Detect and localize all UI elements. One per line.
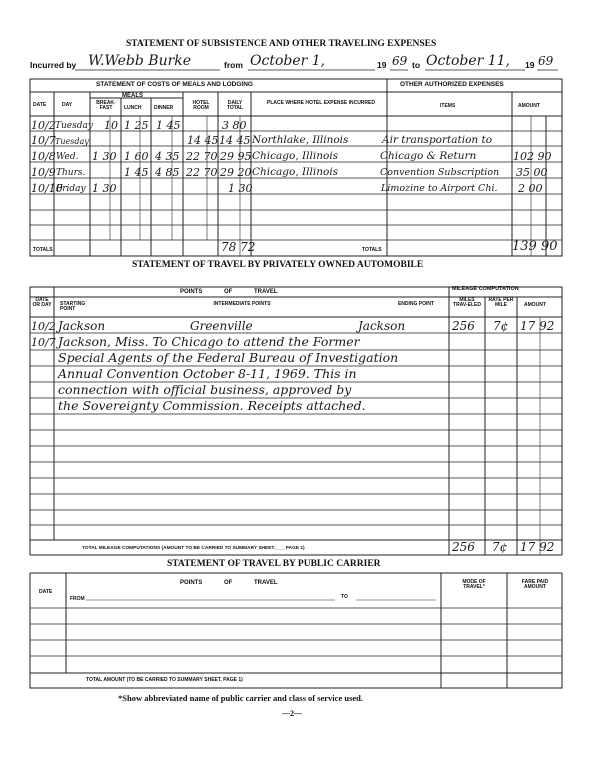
meal-row-lunch: 1 60 [124,150,149,163]
meals-section-title: STATEMENT OF COSTS OF MEALS AND LODGING [96,81,253,88]
other-item: Chicago & Return [380,150,477,162]
meals-totals-value: 78 72 [221,240,256,254]
total-amount-value: 17 92 [520,540,555,554]
meal-row-breakfast: 10 [104,119,118,132]
to-date-value: October 11, [426,53,511,69]
meal-row-hotel: 14 45 [187,134,219,147]
meal-row-day: Thurs. [56,168,86,178]
auto-note-line: Special Agents of the Federal Bureau of Investigation [58,350,399,365]
meal-row-hotel: 22 70 [186,166,218,179]
from-year-prefix: 19 [377,60,387,70]
meal-row-total: 29 95 [220,150,252,163]
meal-row-day: Wed. [56,152,79,162]
other-amount: 102 90 [513,150,552,163]
meal-row-total: 29 20 [220,166,252,179]
meal-row-total: 3 80 [222,119,247,132]
meals-group-label: MEALS [122,93,143,99]
auto-row-amount: 17 92 [520,319,555,333]
meal-row-place: Chicago, Illinois [252,166,339,178]
col-date: DATE [33,102,47,108]
meal-row-date: 10/7 [31,134,56,147]
other-amount: 35 00 [516,166,548,179]
other-item: Air transportation to [382,134,493,146]
total-miles-value: 256 [452,540,475,554]
to-year-prefix: 19 [525,60,535,70]
auto-row-ending: Jackson [358,319,406,333]
total-rate-value: 7¢ [492,540,508,554]
to-year-value: 69 [538,54,554,68]
auto-col-start: STARTING POINT [60,301,86,312]
col-daily-total: DAILY TOTAL [226,100,244,111]
meal-row-breakfast: 1 30 [92,150,117,163]
other-totals-label: TOTALS [362,247,382,253]
to-label: to [412,60,421,70]
col-day: DAY [62,102,73,108]
meal-row-date: 10/2 [31,119,56,132]
meal-row-lunch: 1 45 [124,166,149,179]
meal-row-day: Friday [56,184,86,194]
meal-row-hotel: 22 70 [186,150,218,163]
auto-col-amount: AMOUNT [524,302,546,308]
auto-row-miles: 256 [452,319,475,333]
auto-note-line: connection with official business, approved by [58,382,352,397]
meal-row-date: 10/9 [31,166,56,179]
auto-row-date: 10/2 [31,320,56,333]
auto-col-rate: RATE PER MILE [488,297,514,308]
auto-row-start: Jackson [58,319,106,333]
col-breakfast: BREAK-FAST [96,100,116,111]
mileage-computation-label: MILEAGE COMPUTATION [452,286,519,292]
col-items: ITEMS [440,103,456,109]
col-lunch: LUNCH [124,105,142,111]
other-item: Limozine to Airport Chi. [381,183,498,194]
auto-points-label: POINTS OF TRAVEL [180,289,278,295]
auto-col-miles: MILES TRAV-ELED [453,297,481,308]
carrier-col-from: FROM [70,596,85,602]
auto-note-line: Annual Convention October 8-11, 1969. This in [58,366,357,381]
total-mileage-label: TOTAL MILEAGE COMPUTATIONS (AMOUNT TO BE CARRIED TO SUMMARY SHEET.____PAGE 1) [82,546,305,551]
auto-row-rate: 7¢ [493,319,509,333]
col-hotel: HOTEL ROOM [192,100,210,111]
auto-col-date: DATE OR DAY [32,297,52,308]
carrier-col-mode: MODE OF TRAVEL* [462,579,486,590]
meal-row-dinner: 4 35 [155,150,180,163]
from-year-value: 69 [392,54,408,68]
auto-col-ending: ENDING POINT [397,301,435,307]
meal-row-day: Tuesday [55,137,89,146]
auto-note-date: 10/7 [31,336,56,349]
other-item: Convention Subscription [380,167,500,178]
carrier-section-title: STATEMENT OF TRAVEL BY PUBLIC CARRIER [167,559,381,569]
meal-row-day: Tuesday [55,121,93,131]
meal-row-total: 14 45 [219,134,251,147]
from-date-value: October 1, [250,53,326,69]
meal-row-date: 10/10 [31,182,63,195]
auto-col-intermediate: INTERMEDIATE POINTS [213,301,271,307]
carrier-col-fare: FARE PAID AMOUNT [521,579,549,590]
footnote: *Show abbreviated name of public carrier and class of service used. [118,693,363,703]
meal-row-date: 10/8 [31,150,56,163]
col-place: PLACE WHERE HOTEL EXPENSE INCURRED [267,100,375,106]
other-totals-value: 139 90 [512,239,558,254]
from-label: from [224,60,243,70]
carrier-col-to: TO [341,594,348,600]
meal-row-total: 1 30 [228,182,253,195]
meal-row-dinner: 4 85 [155,166,180,179]
auto-row-intermediate: Greenville [190,319,253,333]
carrier-col-date: DATE [39,589,53,595]
page-number: —2— [282,709,302,718]
other-expenses-title: OTHER AUTHORIZED EXPENSES [400,81,504,88]
auto-section-title: STATEMENT OF TRAVEL BY PRIVATELY OWNED AUTOMOBILE [132,260,424,270]
form-title: STATEMENT OF SUBSISTENCE AND OTHER TRAVELING EXPENSES [126,39,437,49]
col-dinner: DINNER [154,105,174,111]
meal-row-lunch: 1 25 [124,119,149,132]
meal-row-dinner: 1 45 [156,119,181,132]
meal-row-breakfast: 1 30 [92,182,117,195]
other-amount: 2 00 [518,182,543,195]
meal-row-place: Chicago, Illinois [252,150,339,162]
meal-row-place: Northlake, Illinois [252,134,349,146]
auto-note-line: the Sovereignty Commission. Receipts attached. [58,398,366,413]
carrier-total-label: TOTAL AMOUNT (TO BE CARRIED TO SUMMARY SHEET, PAGE 1) [86,677,243,683]
col-amount: AMOUNT [518,103,540,109]
incurred-by-label: Incurred by [30,60,77,70]
carrier-points-label: POINTS OF TRAVEL [180,580,278,586]
auto-note-line: Jackson, Miss. To Chicago to attend the Former [58,334,360,349]
meals-totals-label: TOTALS [33,247,53,253]
incurred-by-value: W.Webb Burke [88,53,192,69]
